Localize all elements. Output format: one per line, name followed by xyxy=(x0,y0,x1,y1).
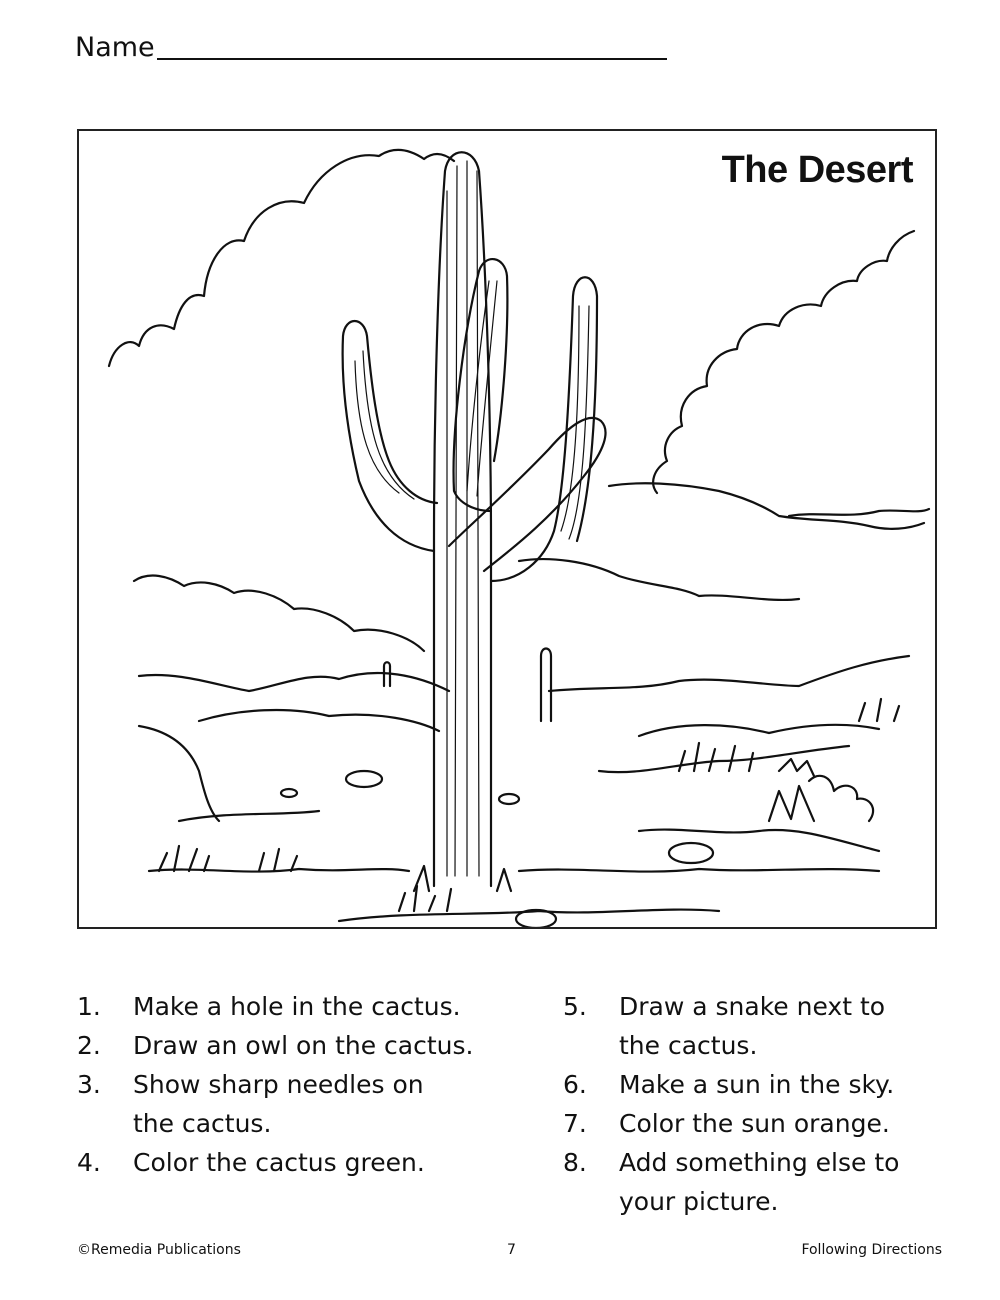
direction-text xyxy=(619,1104,963,1143)
direction-number: 6. xyxy=(563,1070,587,1099)
direction-item xyxy=(563,1065,963,1104)
name-underline[interactable] xyxy=(157,30,667,60)
directions-right-column xyxy=(563,987,963,1221)
direction-number: 7. xyxy=(563,1109,587,1138)
direction-item xyxy=(77,1026,537,1065)
direction-line: Make a hole in the cactus. xyxy=(133,992,461,1021)
direction-line: Show sharp needles on xyxy=(133,1070,424,1099)
direction-number: 1. xyxy=(77,992,101,1021)
direction-line: Add something else to xyxy=(619,1148,900,1177)
name-field[interactable] xyxy=(75,30,667,64)
direction-line: Make a sun in the sky. xyxy=(619,1070,895,1099)
direction-item xyxy=(77,1143,537,1182)
footer-book-title: Following Directions xyxy=(801,1242,942,1258)
picture-title: The Desert xyxy=(721,149,913,191)
direction-number: 8. xyxy=(563,1148,587,1177)
direction-line: the cactus. xyxy=(619,1031,758,1060)
mountains xyxy=(139,656,909,736)
direction-line: Draw an owl on the cactus. xyxy=(133,1031,474,1060)
direction-item xyxy=(77,1065,537,1143)
cloud-left xyxy=(109,150,454,651)
direction-line: your picture. xyxy=(619,1187,779,1216)
name-label: Name xyxy=(75,32,155,63)
direction-text xyxy=(133,1065,537,1143)
direction-line: Color the sun orange. xyxy=(619,1109,890,1138)
direction-text xyxy=(619,987,963,1065)
direction-number: 5. xyxy=(563,992,587,1021)
ground xyxy=(139,726,879,921)
direction-number: 3. xyxy=(77,1070,101,1099)
direction-line: Draw a snake next to xyxy=(619,992,886,1021)
directions-left-column xyxy=(77,987,537,1182)
direction-number: 2. xyxy=(77,1031,101,1060)
grass xyxy=(159,699,899,911)
footer-copyright: ©Remedia Publications xyxy=(77,1242,241,1258)
direction-item xyxy=(563,1143,963,1221)
direction-text xyxy=(619,1143,963,1221)
direction-text xyxy=(619,1065,963,1104)
cloud-right xyxy=(519,231,929,600)
rocks xyxy=(281,771,713,928)
direction-line: Color the cactus green. xyxy=(133,1148,425,1177)
direction-item xyxy=(563,987,963,1065)
direction-line: the cactus. xyxy=(133,1109,272,1138)
direction-text xyxy=(133,1143,537,1182)
direction-text xyxy=(133,987,537,1026)
direction-text xyxy=(133,1026,537,1065)
desert-illustration xyxy=(79,131,937,929)
footer-page-number: 7 xyxy=(507,1242,516,1258)
direction-number: 4. xyxy=(77,1148,101,1177)
picture-frame xyxy=(77,129,937,929)
direction-item xyxy=(563,1104,963,1143)
direction-item xyxy=(77,987,537,1026)
